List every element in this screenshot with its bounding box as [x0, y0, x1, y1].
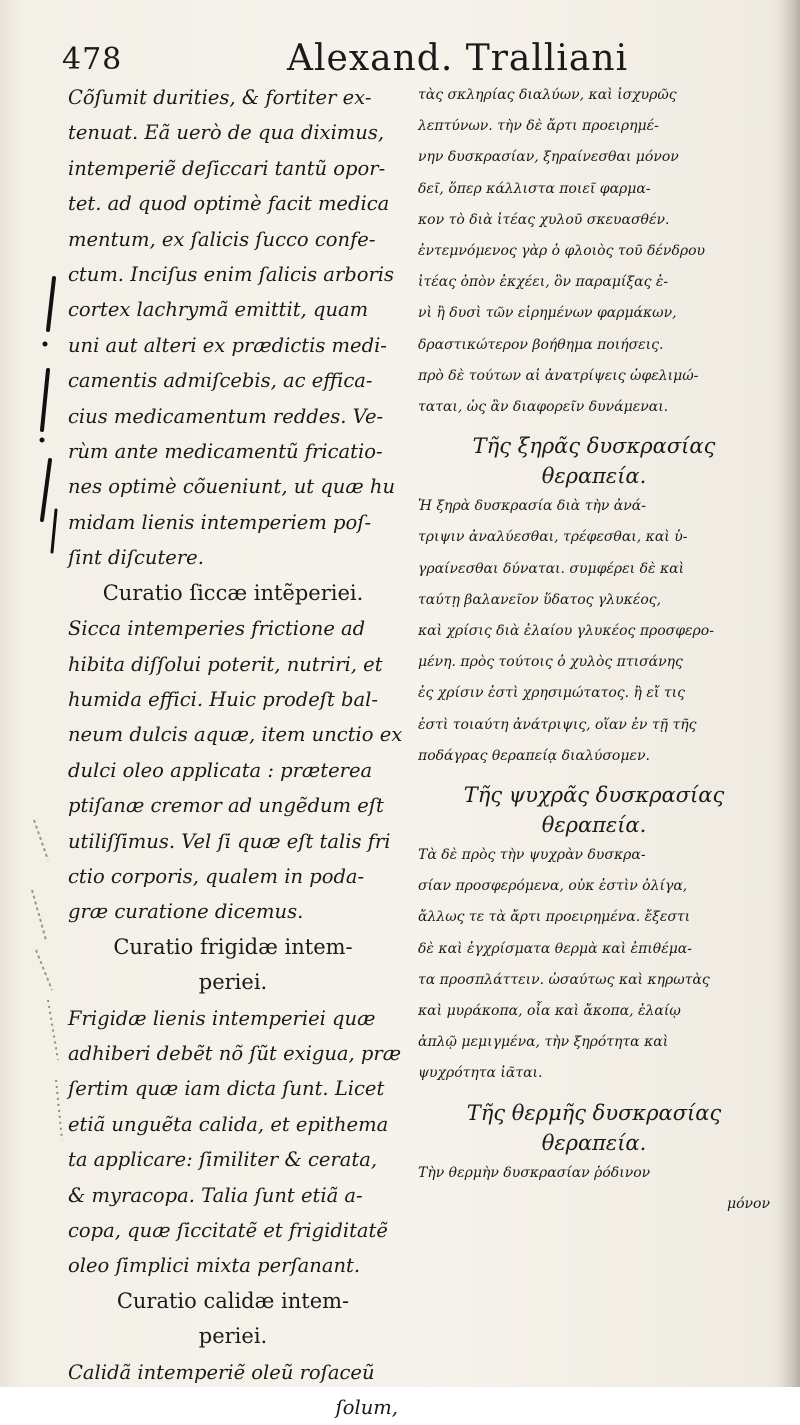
text-line: Cõſumit durities, & fortiter ex- [68, 86, 372, 109]
text-line: ταύτῃ βαλανεῖον ὕδατος γλυκέος, [418, 591, 662, 608]
text-line: ἐς χρίσιν ἐστὶ χρησιμώτατος. ἢ εἴ τις [418, 685, 685, 702]
text-line: δεῖ, ὅπερ κάλλιστα ποιεῖ φαρμα- [418, 180, 651, 197]
text-line: τα προσπλάττειν. ὡσαύτως καὶ κηρωτὰς [418, 971, 710, 988]
text-line: etiã unguẽta calida, et epithema [68, 1112, 389, 1136]
text-line: σίαν προσφερόμενα, οὐκ ἐστὶν ὀλίγα, [418, 878, 688, 895]
text-line: rùm ante medicamentũ fricatio- [68, 440, 383, 464]
text-line: cius medicamentum reddes. Ve- [68, 404, 384, 428]
text-line: τριψιν ἀναλύεσθαι, τρέφεσθαι, καὶ ὑ- [418, 529, 688, 546]
text-line: ψυχρότητα ἰᾶται. [418, 1065, 543, 1082]
marginal-ink-marks [28, 270, 68, 570]
text-line: Calidã intemperiẽ oleũ roſaceũ [68, 1360, 375, 1384]
section-heading-hot: Curatio calidæ intem- [116, 1288, 350, 1313]
text-line: πρὸ δὲ τούτων αἱ ἀνατρίψεις ὠφελιμώ- [418, 367, 699, 384]
greek-column [418, 80, 770, 1220]
text-line: mentum, ex ſalicis ſucco confe- [68, 227, 376, 251]
text-line: ταται, ὡς ἂν διαφορεῖν δυνάμεναι. [418, 399, 669, 416]
greek-heading-hot-cont: θεραπεία. [541, 1130, 647, 1155]
text-line: ἄλλως τε τὰ ἄρτι προειρημένα. ἔξεστι [418, 909, 691, 926]
latin-paragraph-2 [68, 611, 403, 930]
text-line: tenuat. Eã uerò de qua diximus, [68, 121, 385, 145]
text-line: tet. ad quod optimè facit medica [68, 192, 390, 216]
page-gutter-shadow [778, 0, 800, 1387]
text-line: ἐντεμνόμενος γὰρ ὁ φλοιὸς τοῦ δένδρου [418, 243, 706, 260]
text-line: νὶ ἢ δυσὶ τῶν εἰρημένων φαρμάκων, [418, 305, 677, 322]
text-line: λεπτύνων. τὴν δὲ ἄρτι προειρημέ- [418, 118, 659, 135]
text-line: καὶ μυράκοπα, οἷα καὶ ἄκοπα, ἐλαίῳ [418, 1003, 681, 1020]
text-line: ἰτέας ὀπὸν ἐκχέει, ὃν παραμίξας ἑ- [418, 274, 669, 291]
section-heading-cold-cont: periei. [198, 970, 268, 995]
text-line: Ἡ ξηρὰ δυσκρασία διὰ τὴν ἀνά- [418, 498, 646, 515]
text-line: copa, quæ ſiccitatẽ et frigiditatẽ [68, 1219, 388, 1242]
text-line: adhiberi debẽt nõ ſũt exigua, præ [68, 1041, 402, 1065]
text-line: Sicca intemperies frictione ad [68, 617, 366, 641]
latin-paragraph-3 [68, 1001, 402, 1284]
greek-paragraph-1 [418, 80, 770, 423]
greek-heading-cold: Τῆς ψυχρᾶς δυσκρασίας [463, 783, 725, 808]
running-head: Alexand. Tralliani [287, 38, 629, 79]
text-line: oleo ſimplici mixta perſanant. [68, 1254, 361, 1278]
latin-column [68, 80, 403, 1425]
greek-paragraph-4 [418, 1158, 770, 1220]
text-line: ſertim quæ iam dicta ſunt. Licet [68, 1077, 385, 1101]
section-heading-cold: Curatio frigidæ intem- [113, 934, 353, 959]
text-line: μένη. πρὸς τούτοις ὁ χυλὸς πτισάνης [418, 654, 683, 671]
text-line: neum dulcis aquæ, item unctio ex [68, 723, 403, 747]
greek-heading-hot: Τῆς θερμῆς δυσκρασίας [466, 1100, 722, 1125]
text-line: νην δυσκρασίαν, ξηραίνεσθαι μόνον [418, 149, 679, 166]
text-line: ἐστὶ τοιαύτη ἀνάτριψις, οἵαν ἐν τῇ τῆς [418, 716, 697, 733]
section-heading-hot-cont: periei. [198, 1324, 268, 1349]
greek-heading-dry: Τῆς ξηρᾶς δυσκρασίας [472, 434, 716, 459]
text-line: Τὴν θερμὴν δυσκρασίαν ῥόδινον [418, 1164, 651, 1181]
text-line: ta applicare: ſimiliter & cerata, [68, 1148, 378, 1172]
greek-heading-dry-cont: θεραπεία. [541, 464, 647, 489]
text-line: cortex lachrymã emittit, quam [68, 298, 369, 322]
text-line: Frigidæ lienis intemperiei quæ [68, 1006, 376, 1030]
text-line: ſolum, [335, 1396, 398, 1420]
greek-paragraph-3 [418, 840, 770, 1090]
text-line: midam lienis intemperiem poſ- [68, 510, 372, 534]
text-line: ctio corporis, qualem in poda- [68, 864, 365, 888]
text-line: uni aut alteri ex prædictis medi- [68, 333, 387, 357]
text-line: ſint diſcutere. [68, 546, 204, 570]
text-line: græ curatione dicemus. [68, 900, 304, 924]
latin-paragraph-1 [68, 80, 398, 576]
text-line: καὶ χρίσις διὰ ἐλαίου γλυκέος προσφερο- [418, 623, 714, 640]
text-line: τὰς σκληρίας διαλύων, καὶ ἰσχυρῶς [418, 87, 677, 103]
section-heading-dry: Curatio ſiccæ intẽperiei. [102, 580, 364, 605]
text-line: κον τὸ διὰ ἰτέας χυλοῦ σκευασθέν. [418, 211, 670, 228]
text-line: ἁπλῷ μεμιγμένα, τὴν ξηρότητα καὶ [418, 1034, 669, 1051]
text-line: hibita diſſolui poterit, nutriri, et [68, 652, 383, 676]
text-line: ptiſanæ cremor ad ungẽdum eſt [68, 794, 384, 818]
page-number: 478 [62, 42, 123, 77]
text-line: μόνον [727, 1195, 770, 1212]
text-line: intemperiẽ deſiccari tantũ opor- [68, 156, 386, 180]
faint-marginal-marks [30, 820, 70, 1150]
greek-paragraph-2 [418, 491, 770, 772]
text-line: δραστικώτερον βοήθημα ποιήσεις. [418, 336, 664, 353]
text-line: δὲ καὶ ἐγχρίσματα θερμὰ καὶ ἐπιθέμα- [418, 940, 692, 957]
text-line: humida effici. Huic prodeſt bal- [68, 687, 378, 711]
text-line: dulci oleo applicata : præterea [68, 758, 373, 782]
text-line: nes optimè cõueniunt, ut quæ hu [68, 475, 396, 499]
text-line: ctum. Inciſus enim ſalicis arboris [68, 263, 395, 287]
text-line: camentis admiſcebis, ac effica- [68, 369, 373, 393]
text-line: Τὰ δὲ πρὸς τὴν ψυχρὰν δυσκρα- [418, 847, 646, 864]
latin-paragraph-4 [68, 1355, 398, 1425]
text-line: & myracopa. Talia ſunt etiã a- [68, 1183, 363, 1207]
text-line: ποδάγρας θεραπείᾳ διαλύσομεν. [418, 747, 650, 764]
greek-heading-cold-cont: θεραπεία. [541, 813, 647, 838]
text-line: γραίνεσθαι δύναται. συμφέρει δὲ καὶ [418, 560, 685, 577]
text-line: utiliſſimus. Vel ſi quæ eſt talis fri [68, 829, 391, 853]
